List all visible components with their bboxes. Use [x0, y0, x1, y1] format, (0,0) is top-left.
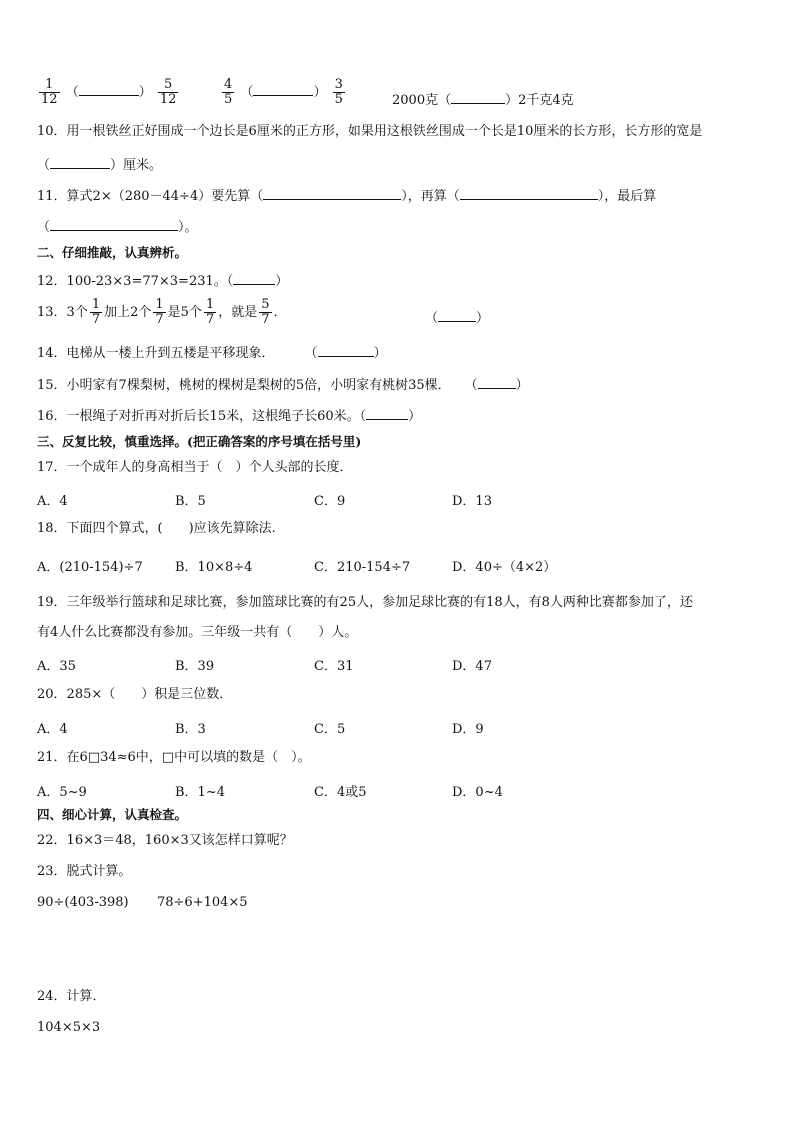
section-3-heading: 三、反复比较，慎重选择。(把正确答案的序号填在括号里) — [37, 434, 362, 449]
option-b[interactable]: B．3 — [175, 722, 206, 737]
answer-blank[interactable] — [233, 272, 275, 285]
option-d[interactable]: D．0~4 — [452, 785, 503, 800]
question-11-line1: 11．算式2×（280－44÷4）要先算（ ），再算（ ），最后算 — [37, 189, 657, 204]
question-16: 16．一根绳子对折再对折后长15米，这根绳子长60米。（ ） — [37, 409, 422, 424]
option-b[interactable]: B．1~4 — [175, 785, 225, 800]
option-c[interactable]: C．210-154÷7 — [314, 560, 411, 575]
option-a[interactable]: A．5~9 — [37, 785, 87, 800]
question-15: 15．小明家有7棵梨树，桃树的棵树是梨树的5倍，小明家有桃树35棵． （ ） — [37, 378, 529, 393]
expression: 90÷(403-398) — [37, 895, 129, 910]
answer-blank[interactable] — [478, 376, 516, 389]
question-14: 14．电梯从一楼上升到五楼是平移现象． （ ） — [37, 346, 387, 361]
expression: 104×5×3 — [37, 1020, 101, 1035]
fraction: $\frac{1}{7}$ — [155, 297, 164, 327]
option-a[interactable]: A．4 — [37, 494, 68, 509]
answer-blank[interactable] — [79, 83, 139, 96]
option-a[interactable]: A．4 — [37, 722, 68, 737]
answer-blank[interactable] — [318, 344, 374, 357]
question-19-line2: 有4人什么比赛都没有参加。三年级一共有（ ）人。 — [37, 625, 358, 640]
fraction: $\frac{1}{7}$ — [91, 297, 101, 327]
option-c[interactable]: C．4或5 — [314, 785, 367, 800]
question-21: 21．在6□34≈6中，□中可以填的数是（ ）。 — [37, 750, 311, 765]
answer-blank[interactable] — [460, 187, 598, 200]
answer-blank[interactable] — [253, 83, 313, 96]
answer-blank[interactable] — [263, 187, 401, 200]
question-22: 22．16×3＝48，160×3又该怎样口算呢？ — [37, 833, 293, 848]
option-d[interactable]: D．9 — [452, 722, 484, 737]
expression: 78÷6+104×5 — [157, 895, 248, 910]
question-12: 12．100-23×3=77×3=231。（ ） — [37, 274, 289, 289]
option-d[interactable]: D．40÷（4×2） — [452, 560, 557, 575]
question-24-title: 24．计算． — [37, 989, 106, 1004]
q9-row-b: $\frac{4}{5}$ （ ） $\frac{3}{5}$ — [224, 77, 343, 107]
option-b[interactable]: B．10×8÷4 — [175, 560, 253, 575]
q9-row: $\frac{1}{12}$ （ ） $\frac{5}{12}$ — [41, 77, 177, 107]
answer-blank[interactable] — [366, 407, 408, 420]
option-a[interactable]: A．(210-154)÷7 — [37, 560, 143, 575]
answer-blank[interactable] — [50, 218, 178, 231]
fraction: $\frac{4}{5}$ — [224, 77, 233, 107]
option-c[interactable]: C．9 — [314, 494, 346, 509]
fraction: $\frac{1}{7}$ — [205, 297, 215, 327]
question-13: 13．3个 $\frac{1}{7}$ 加上2个 $\frac{1}{7}$ 是5个 $\frac{1}{7}$ ，就是 $\frac{5}{7}$ ． — [37, 297, 287, 327]
option-d[interactable]: D．47 — [452, 659, 492, 674]
section-2-heading: 二、仔细推敲，认真辨析。 — [37, 245, 188, 260]
fraction: $\frac{3}{5}$ — [334, 77, 343, 107]
option-b[interactable]: B．5 — [175, 494, 206, 509]
fraction: $\frac{5}{12}$ — [159, 77, 177, 107]
question-23-title: 23．脱式计算。 — [37, 864, 132, 879]
option-d[interactable]: D．13 — [452, 494, 492, 509]
fraction: $\frac{5}{7}$ — [261, 297, 270, 327]
answer-blank[interactable] — [438, 309, 476, 322]
section-4-heading: 四、细心计算，认真检查。 — [37, 807, 188, 822]
option-c[interactable]: C．31 — [314, 659, 354, 674]
option-c[interactable]: C．5 — [314, 722, 346, 737]
answer-blank[interactable] — [50, 156, 110, 169]
question-10-line2: （ ）厘米。 — [37, 158, 163, 173]
fraction: $\frac{1}{12}$ — [41, 77, 58, 107]
option-b[interactable]: B．39 — [175, 659, 215, 674]
question-11-line2: （ ）。 — [37, 220, 198, 235]
question-20: 20．285×（ ）积是三位数． — [37, 687, 233, 702]
question-18: 18．下面四个算式，( )应该先算除法. — [37, 521, 276, 536]
question-10-line1: 10．用一根铁丝正好围成一个边长是6厘米的正方形，如果用这根铁丝围成一个长是10厘米的长方形，长方形的宽是 — [37, 124, 703, 139]
answer-blank[interactable] — [451, 91, 505, 104]
question-13-answer: （ ） — [425, 311, 490, 326]
q9-row-c: 2000克（ ）2千克4克 — [392, 93, 574, 108]
option-a[interactable]: A．35 — [37, 659, 76, 674]
question-19-line1: 19．三年级举行篮球和足球比赛，参加篮球比赛的有25人，参加足球比赛的有18人，有8人两种比赛都参加了，还 — [37, 595, 693, 610]
question-17: 17．一个成年人的身高相当于（ ）个人头部的长度． — [37, 460, 353, 475]
